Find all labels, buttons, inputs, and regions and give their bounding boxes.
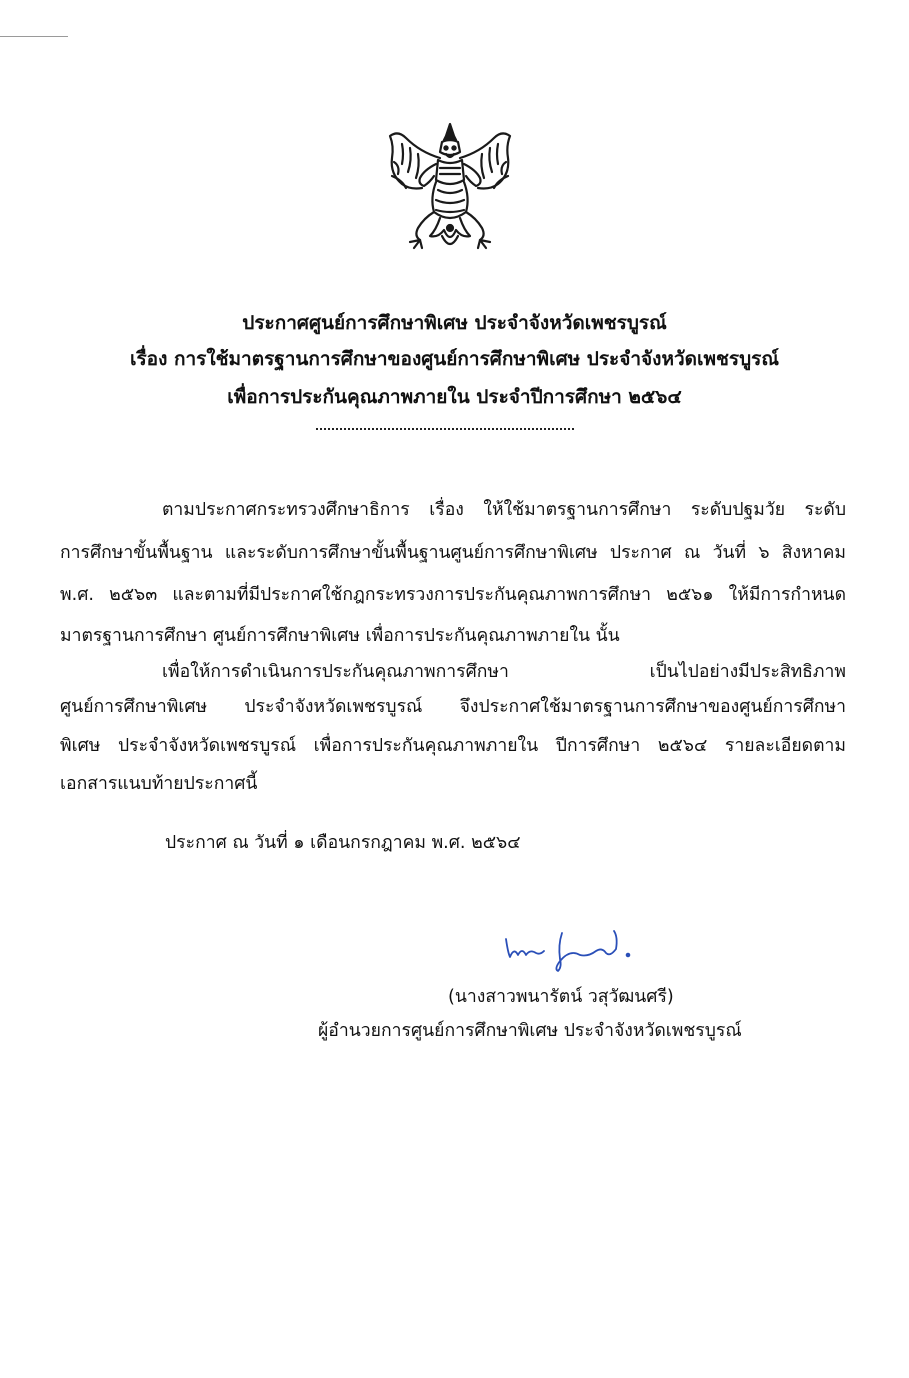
paragraph-1-line-1: ตามประกาศกระทรวงศึกษาธิการ เรื่อง ให้ใช้มาตรฐานการศึกษา ระดับปฐมวัย ระดับ [162, 500, 846, 520]
paragraph-1-line-2: การศึกษาขั้นพื้นฐาน และระดับการศึกษาขั้นพื้นฐานศูนย์การศึกษาพิเศษ ประกาศ ณ วันที่ ๖ สิงหาคม [60, 543, 846, 563]
announcement-purpose: เพื่อการประกันคุณภาพภายใน ประจำปีการศึกษา ๒๕๖๔ [227, 386, 682, 408]
scan-edge-mark [0, 36, 68, 37]
garuda-emblem-icon [380, 118, 520, 258]
paragraph-2-line-4: เอกสารแนบท้ายประกาศนี้ [60, 774, 258, 794]
paragraph-2-line-1: เพื่อให้การดำเนินการประกันคุณภาพการศึกษา เป็นไปอย่างมีประสิทธิภาพ [162, 662, 846, 682]
paragraph-2-line-3: พิเศษ ประจำจังหวัดเพชรบูรณ์ เพื่อการประกันคุณภาพภายใน ปีการศึกษา ๒๕๖๔ รายละเอียดตาม [60, 736, 846, 756]
signer-title: ผู้อำนวยการศูนย์การศึกษาพิเศษ ประจำจังหวัดเพชรบูรณ์ [318, 1021, 742, 1041]
announcement-date: ประกาศ ณ วันที่ ๑ เดือนกรกฎาคม พ.ศ. ๒๕๖๔ [165, 833, 521, 853]
paragraph-2-line-2: ศูนย์การศึกษาพิเศษ ประจำจังหวัดเพชรบูรณ์ จึงประกาศใช้มาตรฐานการศึกษาของศูนย์การศึกษา [60, 697, 846, 717]
signer-name: (นางสาวพนารัตน์ วสุวัฒนศรี) [448, 987, 674, 1007]
announcement-subject: เรื่อง การใช้มาตรฐานการศึกษาของศูนย์การศึกษาพิเศษ ประจำจังหวัดเพชรบูรณ์ [129, 348, 779, 370]
paragraph-1-line-4: มาตรฐานการศึกษา ศูนย์การศึกษาพิเศษ เพื่อการประกันคุณภาพภายใน นั้น [60, 626, 620, 646]
announcement-title: ประกาศศูนย์การศึกษาพิเศษ ประจำจังหวัดเพชรบูรณ์ [242, 312, 667, 334]
dotted-divider [316, 428, 574, 430]
paragraph-1-line-3: พ.ศ. ๒๕๖๓ และตามที่มีประกาศใช้กฎกระทรวงการประกันคุณภาพการศึกษา ๒๕๖๑ ให้มีการกำหนด [60, 585, 846, 605]
handwritten-signature [500, 925, 650, 975]
